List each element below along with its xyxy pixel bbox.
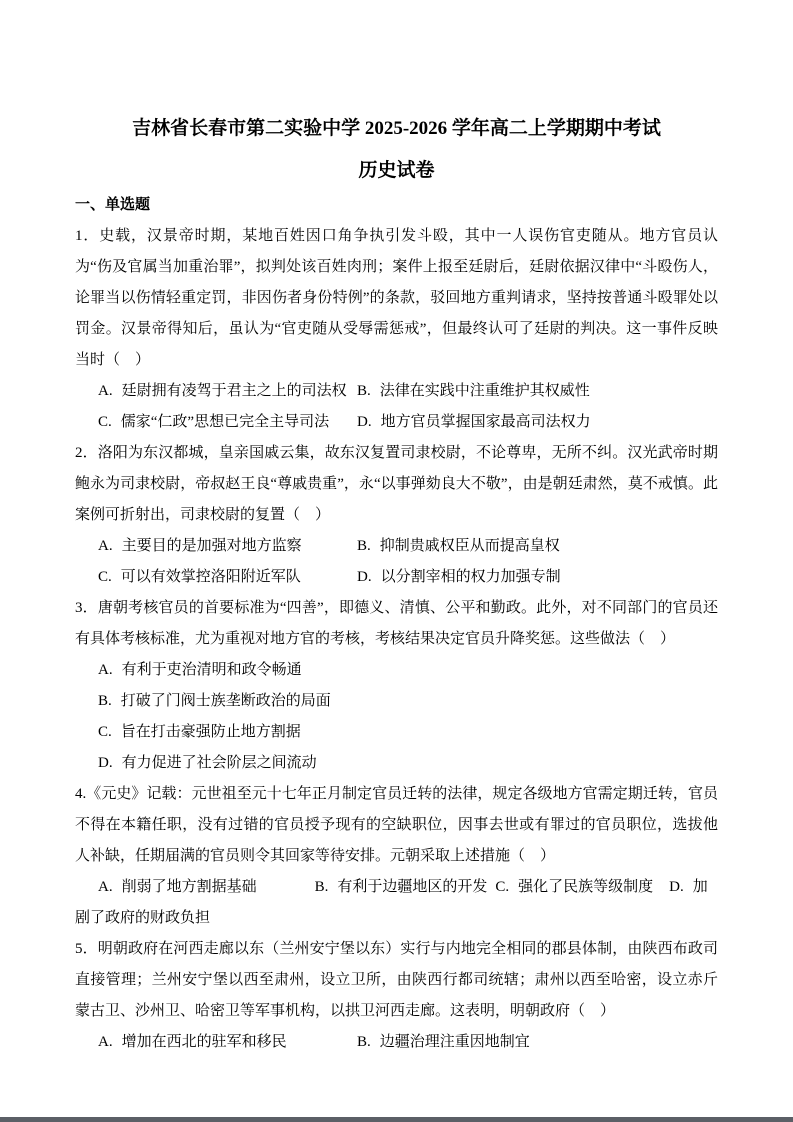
question-1-stem: 1．史载，汉景帝时期，某地百姓因口角争执引发斗殴，其中一人误伤官吏随从。地方官员认为“伤及官属当加重治罪”，拟判处该百姓肉刑；案件上报至廷尉后，廷尉依据汉律中“斗殴伤人，论罪当以伤情轻重定罚，非因伤者身份特例”的条款，驳回地方重判请求，坚持按普通斗殴罪处以罚金。汉景帝得知后，虽认为“官吏随从受辱需惩戒”，但最终认可了廷尉的判决。这一事件反映当时（ ） — [75, 228, 718, 368]
question-3-stem: 3．唐朝考核官员的首要标准为“四善”，即德义、清慎、公平和勤政。此外，对不同部门的官员还有具体考核标准，尤为重视对地方官的考核，考核结果决定官员升降奖惩。这些做法（ ） — [75, 600, 718, 647]
option-label: A. — [98, 538, 113, 554]
option-label: D. — [669, 879, 684, 895]
option-label: A. — [98, 879, 113, 895]
question-2-option-d — [357, 562, 561, 593]
option-label: C. — [98, 569, 112, 585]
question-3-option-c — [75, 717, 718, 748]
question-4-stem: 4.《元史》记载：元世祖至元十七年正月制定官员迁转的法律，规定各级地方官需定期迁转，官员不得在本籍任职，没有过错的官员授予现有的空缺职位，因事去世或有罪过的官员职位，选拔他人补缺，任期届满的官员则令其回家等待安排。元朝采取上述措施（ ） — [75, 786, 718, 864]
question-1 — [75, 221, 718, 438]
option-label: A. — [98, 1034, 113, 1050]
option-text: 可以有效掌控洛阳附近军队 — [120, 569, 301, 585]
question-4-option-c — [495, 879, 653, 895]
option-text: 增加在西北的驻军和移民 — [121, 1034, 287, 1050]
option-text: 强化了民族等级制度 — [518, 879, 654, 895]
option-text: 边疆治理注重因地制宜 — [379, 1034, 530, 1050]
question-5 — [75, 934, 718, 1058]
exam-subtitle: 历史试卷 — [358, 160, 435, 181]
question-4-options — [75, 872, 718, 934]
option-label: B. — [314, 879, 329, 895]
option-text: 有力促进了社会阶层之间流动 — [121, 755, 317, 771]
question-1-option-b — [357, 376, 590, 407]
question-1-option-d — [357, 407, 591, 438]
option-label: C. — [98, 724, 112, 740]
option-text: 有利于边疆地区的开发 — [337, 879, 488, 895]
option-text: 有利于吏治清明和政令畅通 — [121, 662, 302, 678]
option-text: 儒家“仁政”思想已完全主导司法 — [120, 414, 330, 430]
option-label: B. — [98, 693, 112, 709]
option-label: D. — [357, 569, 372, 585]
option-text: 以分割宰相的权力加强专制 — [380, 569, 561, 585]
exam-title: 吉林省长春市第二实验中学 2025-2026 学年高二上学期期中考试 — [132, 118, 661, 139]
question-2-options-row-1 — [75, 531, 718, 562]
question-4 — [75, 779, 718, 934]
section-heading: 一、单选题 — [75, 197, 151, 213]
option-label: C. — [495, 879, 510, 895]
question-5-stem: 5．明朝政府在河西走廊以东（兰州安宁堡以东）实行与内地完全相同的郡县体制，由陕西布政司直接管理；兰州安宁堡以西至肃州，设立卫所，由陕西行都司统辖；肃州以西至哈密，设立赤斤蒙古卫、沙州卫、哈密卫等军事机构，以拱卫河西走廊。这表明，明朝政府（ ） — [75, 941, 718, 1019]
option-label: D. — [98, 755, 113, 771]
question-5-option-b — [357, 1027, 530, 1058]
exam-body — [75, 190, 718, 1058]
question-1-option-a — [75, 376, 347, 407]
option-text: 抑制贵戚权臣从而提高皇权 — [379, 538, 560, 554]
option-label: D. — [357, 414, 372, 430]
question-5-options-row-1 — [75, 1027, 718, 1058]
option-text: 旨在打击豪强防止地方割据 — [120, 724, 301, 740]
question-3-option-d — [75, 748, 718, 779]
option-label: B. — [357, 538, 371, 554]
option-text: 廷尉拥有凌驾于君主之上的司法权 — [121, 383, 347, 399]
question-2-options-row-2 — [75, 562, 718, 593]
option-text: 地方官员掌握国家最高司法权力 — [380, 414, 591, 430]
question-2-option-a — [75, 531, 302, 562]
question-2 — [75, 438, 718, 593]
option-label: C. — [98, 414, 112, 430]
question-1-options-row-1 — [75, 376, 718, 407]
question-1-options-row-2 — [75, 407, 718, 438]
question-2-stem: 2．洛阳为东汉都城，皇亲国戚云集，故东汉复置司隶校尉，不论尊卑，无所不纠。汉光武帝时期鲍永为司隶校尉，帝叔赵王良“尊戚贵重”，永“以事弹劾良大不敬”，由是朝廷肃然，莫不戒慎。此案例可折射出，司隶校尉的复置（ ） — [75, 445, 718, 523]
question-3-option-b — [75, 686, 718, 717]
question-1-option-c — [75, 407, 329, 438]
page-bottom-edge — [0, 1117, 793, 1122]
question-4-option-b — [315, 879, 488, 895]
option-label: B. — [357, 383, 371, 399]
option-text: 打破了门阀士族垄断政治的局面 — [120, 693, 331, 709]
question-5-option-a — [75, 1027, 287, 1058]
option-text: 加剧了政府的财政负担 — [75, 879, 708, 926]
option-label: B. — [357, 1034, 371, 1050]
option-label: A. — [98, 383, 113, 399]
question-4-option-a — [98, 879, 257, 895]
option-text: 法律在实践中注重维护其权威性 — [379, 383, 590, 399]
title-block — [0, 116, 793, 184]
question-3-option-a — [75, 655, 718, 686]
option-text: 削弱了地方割据基础 — [121, 879, 257, 895]
option-label: A. — [98, 662, 113, 678]
question-3 — [75, 593, 718, 779]
question-2-option-c — [75, 562, 301, 593]
option-text: 主要目的是加强对地方监察 — [121, 538, 302, 554]
question-2-option-b — [357, 531, 560, 562]
